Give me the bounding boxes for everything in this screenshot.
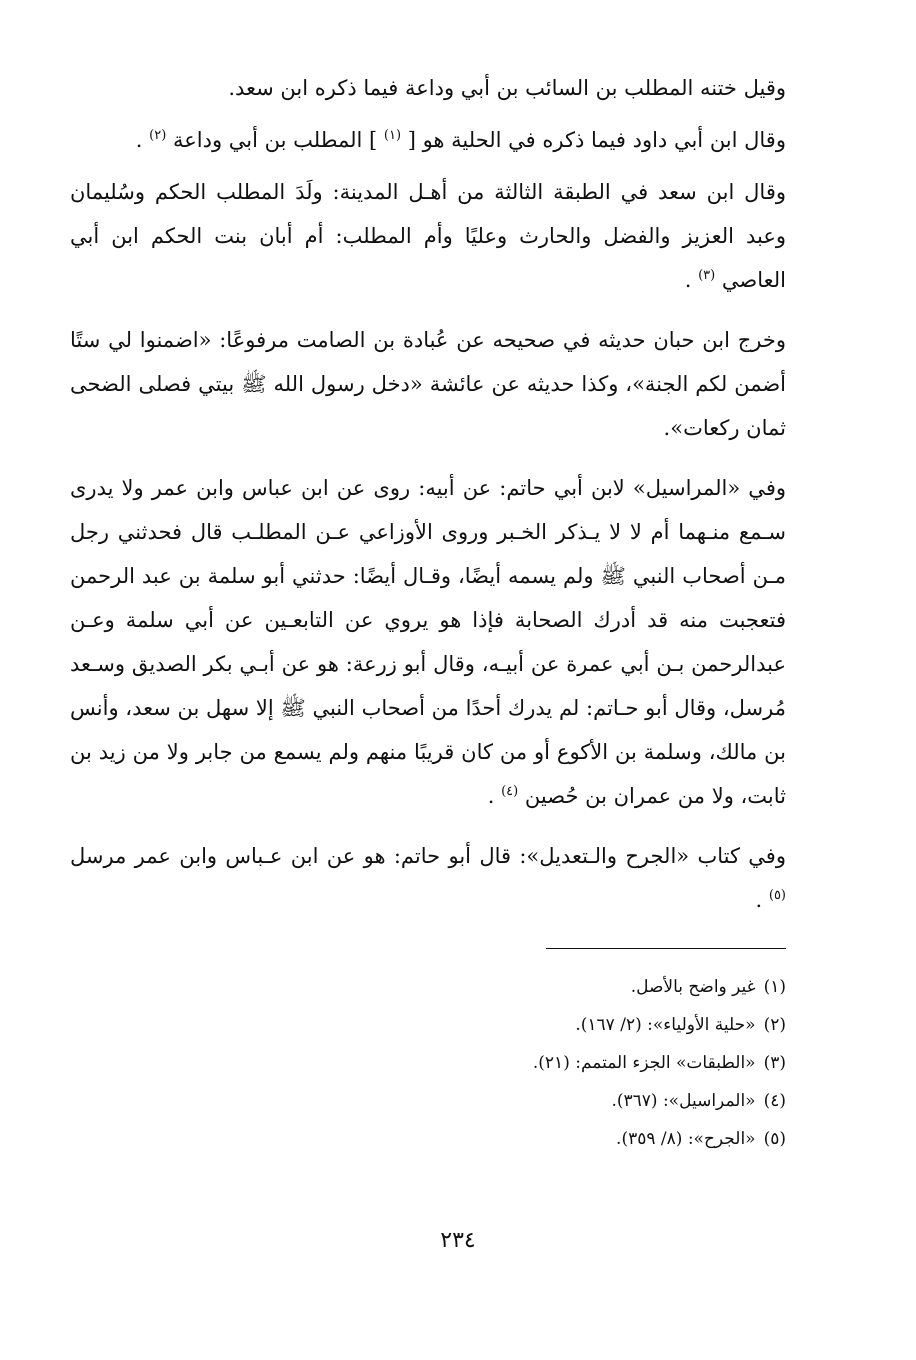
footnote-2 bbox=[70, 1006, 786, 1044]
footnote-text: «الطبقات» الجزء المتمم: (٢١). bbox=[532, 1053, 756, 1073]
footnote-text: «حلية الأولياء»: (٢/ ١٦٧). bbox=[575, 1015, 756, 1035]
paragraph-6-after: . bbox=[755, 888, 763, 912]
paragraph-5 bbox=[70, 466, 786, 818]
footnote-number: (٣) bbox=[763, 1053, 786, 1073]
paragraph-6 bbox=[70, 834, 786, 922]
footnote-1 bbox=[70, 968, 786, 1006]
footnote-marker-1: (١) bbox=[383, 128, 402, 143]
footnote-text: «المراسيل»: (٣٦٧). bbox=[611, 1091, 756, 1111]
paragraph-5-text: وفي «المراسيل» لابن أبي حاتم: عن أبيه: روى عن ابن عباس وابن عمر ولا يدرى سـمع منـهما أم لا لا يـذكر الخـبر وروى الأوزاعي عـن المطلـب قال فحدثني رجل مـن أصحاب النبي ﷺ ولم يسمه أيضًا، وقـال أيضًا: حدثني أبو سلمة بن عبد الرحمن فتعجبت منه قد أدرك الصحابة فإذا هو يروي عن التابعـين عن أبي سلمة وعـن عبدالرحمن بـن أبي عمرة عن أبيـه، وقال أبو زرعة: هو عن أبـي بكر الصديق وسـعد مُرسل، وقال أبو حـاتم: لم يدرك أحدًا من أصحاب النبي ﷺ إلا سهل بن سعد، وأنس بن مالك، وسلمة بن الأكوع أو من كان قريبًا منهم ولم يسمع من جابر ولا من زيد بن ثابت، ولا من عمران بن حُصين bbox=[70, 476, 786, 808]
paragraph-3-text: وقال ابن سعد في الطبقة الثالثة من أهـل المدينة: ولَدَ المطلب الحكم وسُليمان وعبد العزيز والفضل والحارث وعليًا وأم المطلب: أم أبان بنت الحكم ابن أبي العاصي bbox=[70, 180, 786, 292]
footnote-text: «الجرح»: (٨/ ٣٥٩). bbox=[616, 1129, 756, 1149]
paragraph-2-before: وقال ابن أبي داود فيما ذكره في الحلية هو [ bbox=[407, 128, 786, 152]
paragraph-4-text: وخرج ابن حبان حديثه في صحيحه عن عُبادة بن الصامت مرفوعًا: «اضمنوا لي ستًا أضمن لكم الجنة»، وكذا حديثه عن عائشة «دخل رسول الله ﷺ بيتي فصلى الضحى ثمان ركعات». bbox=[70, 328, 786, 440]
footnote-number: (٥) bbox=[763, 1129, 786, 1149]
paragraph-1 bbox=[70, 66, 786, 110]
paragraph-2 bbox=[70, 118, 786, 162]
page-body bbox=[70, 66, 786, 938]
footnote-number: (٢) bbox=[763, 1015, 786, 1035]
footnote-text: غير واضح بالأصل. bbox=[630, 977, 756, 997]
footnote-5 bbox=[70, 1120, 786, 1158]
footnote-3 bbox=[70, 1044, 786, 1082]
paragraph-2-after: . bbox=[135, 128, 143, 152]
footnote-number: (١) bbox=[763, 977, 786, 997]
paragraph-3-after: . bbox=[684, 268, 692, 292]
paragraph-4 bbox=[70, 318, 786, 450]
footnote-4 bbox=[70, 1082, 786, 1120]
footnotes bbox=[70, 968, 786, 1158]
paragraph-5-after: . bbox=[487, 784, 495, 808]
footnote-marker-5: (٥) bbox=[768, 888, 786, 903]
footnote-marker-4: (٤) bbox=[501, 784, 519, 799]
footnote-marker-3: (٣) bbox=[698, 268, 716, 283]
paragraph-6-text: وفي كتاب «الجرح والـتعديل»: قال أبو حاتم: هو عن ابن عـباس وابن عمر مرسل bbox=[70, 844, 786, 868]
footnote-separator bbox=[546, 948, 786, 949]
paragraph-3 bbox=[70, 170, 786, 302]
paragraph-1-text: وقيل ختنه المطلب بن السائب بن أبي وداعة فيما ذكره ابن سعد. bbox=[228, 76, 786, 100]
footnote-number: (٤) bbox=[763, 1091, 786, 1111]
paragraph-2-middle: ] المطلب بن أبي وداعة bbox=[172, 128, 378, 152]
page-number: ٢٣٤ bbox=[440, 1228, 476, 1253]
footnote-marker-2: (٢) bbox=[149, 128, 167, 143]
